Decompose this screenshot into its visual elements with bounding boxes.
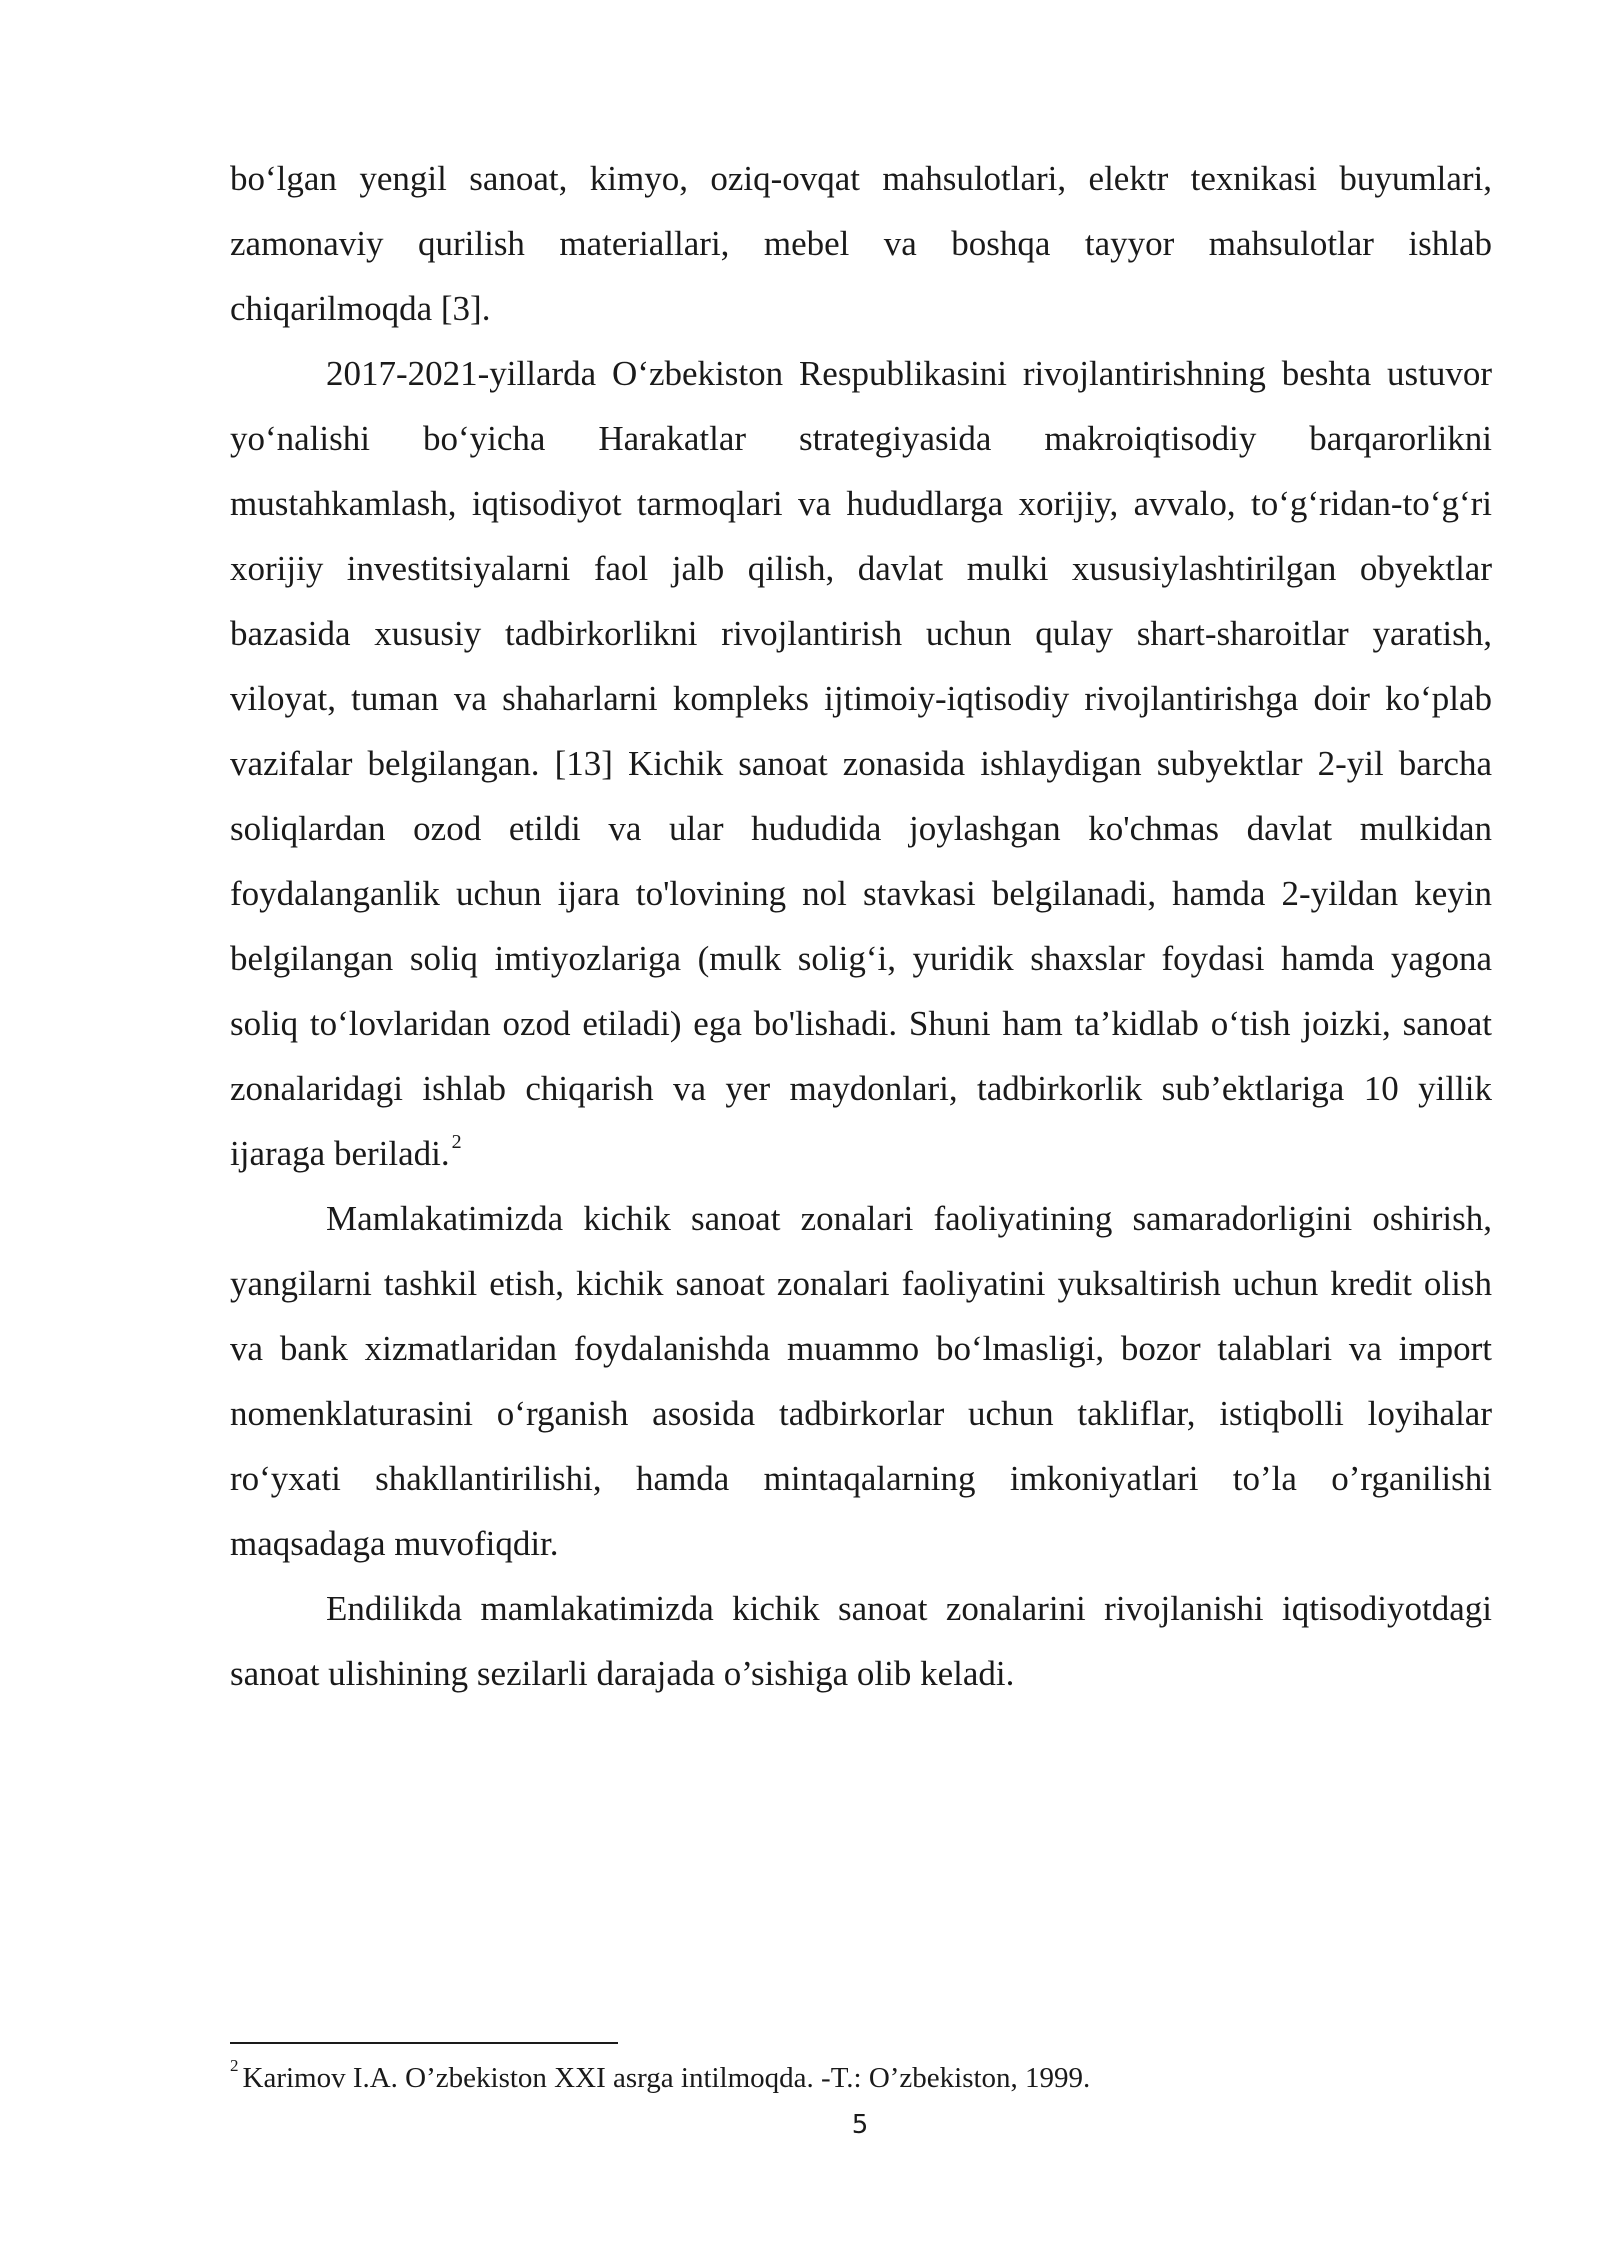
footnote-separator [230,2042,618,2044]
paragraph [230,341,1492,1186]
page-number: 5 [851,2110,869,2140]
paragraph-text: 2017-2021-yillarda O‘zbekiston Respublikasini rivojlantirishning beshta ustuvor yo‘nalishi bo‘yicha Harakatlar strategiyasida makroiqtisodiy barqarorlikni mustahkamlash, iqtisodiyot tarmoqlari va hududlarga xorijiy, avvalo, to‘g‘ridan-to‘g‘ri xorijiy investitsiyalarni faol jalb qilish, davlat mulki xususiylashtirilgan obyektlar bazasida xususiy tadbirkorlikni rivojlantirish uchun qulay shart-sharoitlar yaratish, viloyat, tuman va shaharlarni kompleks ijtimoiy-iqtisodiy rivojlantirishga doir ko‘plab vazifalar belgilangan. [13] Kichik sanoat zonasida ishlaydigan subyektlar 2-yil barcha soliqlardan ozod etildi va ular hududida joylashgan ko'chmas davlat mulkidan foydalanganlik uchun ijara to'lovining nol stavkasi belgilanadi, hamda 2-yildan keyin belgilangan soliq imtiyozlariga (mulk solig‘i, yuridik shaxslar foydasi hamda yagona soliq to‘lovlaridan ozod etiladi) ega bo'lishadi. Shuni ham ta’kidlab o‘tish joizki, sanoat zonalaridagi ishlab chiqarish va yer maydonlari, tadbirkorlik sub’ektlariga 10 yillik ijaraga beriladi. [230,354,1492,1173]
footnote [230,2058,1492,2102]
paragraph [230,1186,1492,1576]
body-text [230,146,1492,1706]
footnote-mark: 2 [230,2056,239,2075]
footnote-text: Karimov I.A. O’zbekiston XXI asrga intilmoqda. -T.: O’zbekiston, 1999. [242,2062,1091,2094]
paragraph [230,146,1492,341]
paragraph-text: Mamlakatimizda kichik sanoat zonalari faoliyatining samaradorligini oshirish, yangilarni tashkil etish, kichik sanoat zonalari faoliyatini yuksaltirish uchun kredit olish va bank xizmatlaridan foydalanishda muammo bo‘lmasligi, bozor talablari va import nomenklaturasini o‘rganish asosida tadbirkorlar uchun takliflar, istiqbolli loyihalar ro‘yxati shakllantirilishi, hamda mintaqalarning imkoniyatlari to’la o’rganilishi maqsadaga muvofiqdir. [230,1199,1492,1563]
footnote-reference[interactable]: 2 [451,1131,462,1153]
paragraph-text: Endilikda mamlakatimizda kichik sanoat zonalarini rivojlanishi iqtisodiyotdagi sanoat ulishining sezilarli darajada o’sishiga olib keladi. [230,1589,1492,1693]
paragraph [230,1576,1492,1706]
paragraph-text: bo‘lgan yengil sanoat, kimyo, oziq-ovqat mahsulotlari, elektr texnikasi buyumlari, zamonaviy qurilish materiallari, mebel va boshqa tayyor mahsulotlar ishlab chiqarilmoqda [3]. [230,159,1492,328]
